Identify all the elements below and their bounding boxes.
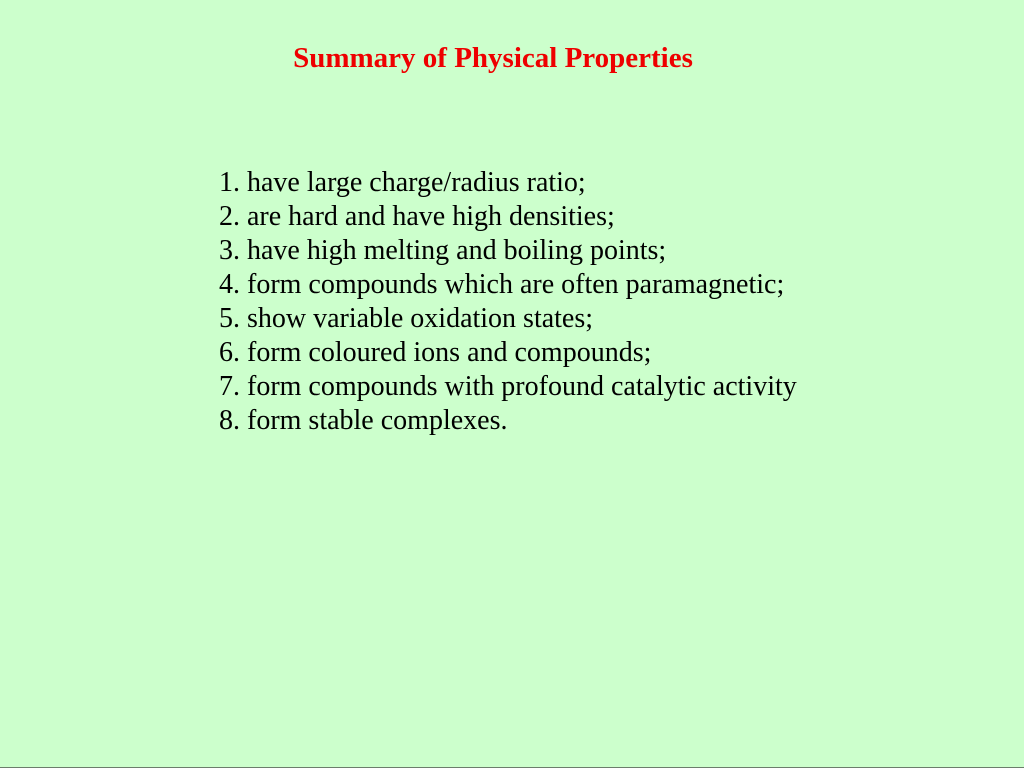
list-item-2: 2. are hard and have high densities; bbox=[219, 201, 615, 232]
list-item-6: 6. form coloured ions and compounds; bbox=[219, 337, 652, 368]
list-item-7: 7. form compounds with profound catalytic activity bbox=[219, 371, 797, 402]
list-item-4: 4. form compounds which are often paramagnetic; bbox=[219, 269, 785, 300]
list-item-8: 8. form stable complexes. bbox=[219, 405, 508, 436]
slide-title: Summary of Physical Properties bbox=[293, 42, 693, 74]
list-item-5: 5. show variable oxidation states; bbox=[219, 303, 594, 334]
list-item-3: 3. have high melting and boiling points; bbox=[219, 235, 667, 266]
list-item-1: 1. have large charge/radius ratio; bbox=[219, 167, 586, 198]
properties-list bbox=[219, 166, 797, 438]
